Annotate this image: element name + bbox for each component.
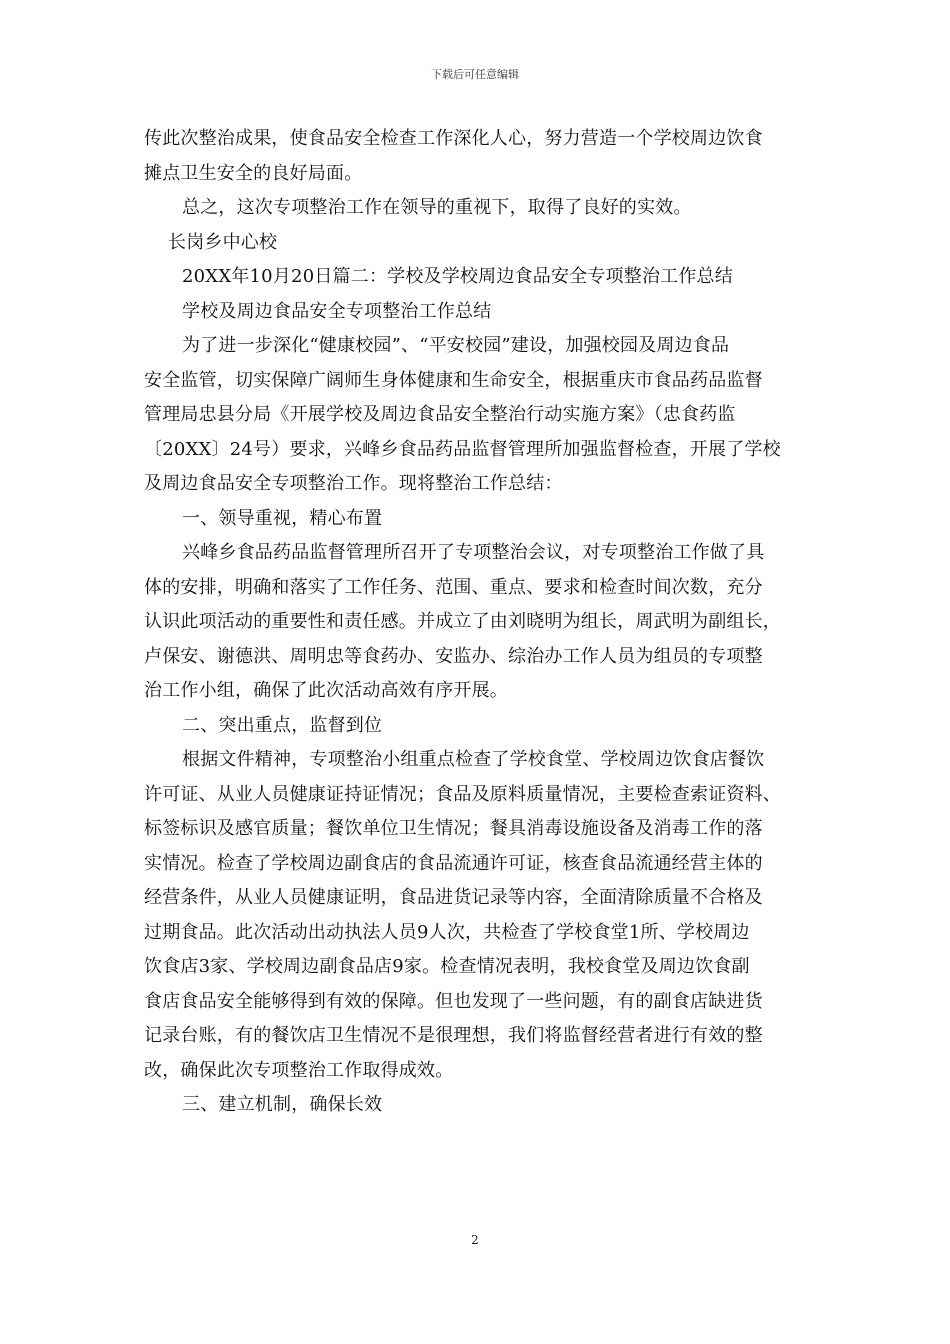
paragraph-line: 管理局忠县分局《开展学校及周边食品安全整治行动实施方案》（忠食药监 xyxy=(144,404,736,425)
paragraph-line: 〔20XX〕24号）要求，兴峰乡食品药品监督管理所加强监督检查，开展了学校 xyxy=(144,438,781,460)
paragraph-line: 许可证、从业人员健康证持证情况；食品及原料质量情况，主要检查索证资料、 xyxy=(144,783,781,805)
section-heading: 三、建立机制，确保长效 xyxy=(182,1094,383,1115)
paragraph-line: 摊点卫生安全的良好局面。 xyxy=(144,162,363,184)
section-title: 学校及周边食品安全专项整治工作总结 xyxy=(182,300,492,322)
paragraph-line: 为了进一步深化“健康校园”、“平安校园”建设，加强校园及周边食品 xyxy=(182,335,730,356)
paragraph-line: 经营条件，从业人员健康证明，食品进货记录等内容，全面清除质量不合格及 xyxy=(144,887,763,908)
paragraph-line: 体的安排，明确和落实了工作任务、范围、重点、要求和检查时间次数，充分 xyxy=(144,576,763,598)
paragraph-line: 及周边食品安全专项整治工作。现将整治工作总结： xyxy=(144,473,563,494)
paragraph-line: 食店食品安全能够得到有效的保障。但也发现了一些问题，有的副食店缺进货 xyxy=(144,990,763,1012)
document-body xyxy=(144,122,824,1123)
paragraph-line: 饮食店3家、学校周边副食品店9家。检查情况表明，我校食堂及周边饮食副 xyxy=(144,956,750,977)
paragraph-line: 根据文件精神，专项整治小组重点检查了学校食堂、学校周边饮食店餐饮 xyxy=(182,749,765,770)
paragraph-line: 卢保安、谢德洪、周明忠等食药办、安监办、综治办工作人员为组员的专项整 xyxy=(144,645,763,667)
paragraph-line: 总之，这次专项整治工作在领导的重视下，取得了良好的实效。 xyxy=(182,197,692,218)
page-number: 2 xyxy=(471,1233,479,1247)
paragraph-line: 标签标识及感官质量；餐饮单位卫生情况；餐具消毒设施设备及消毒工作的落 xyxy=(144,818,763,839)
paragraph-line: 兴峰乡食品药品监督管理所召开了专项整治会议，对专项整治工作做了具 xyxy=(182,542,765,563)
header-note: 下载后可任意编辑 xyxy=(431,68,519,81)
section-heading: 二、突出重点，监督到位 xyxy=(182,714,383,736)
paragraph-line: 安全监管，切实保障广阔师生身体健康和生命安全，根据重庆市食品药品监督 xyxy=(144,369,763,391)
section-heading: 一、领导重视，精心布置 xyxy=(182,507,383,529)
paragraph-line: 记录台账，有的餐饮店卫生情况不是很理想，我们将监督经营者进行有效的整 xyxy=(144,1025,763,1046)
paragraph-line: 改，确保此次专项整治工作取得成效。 xyxy=(144,1059,454,1081)
paragraph-line: 过期食品。此次活动出动执法人员9人次，共检查了学校食堂1所、学校周边 xyxy=(144,921,750,943)
paragraph-line: 认识此项活动的重要性和责任感。并成立了由刘晓明为组长，周武明为副组长， xyxy=(144,611,781,632)
paragraph-line: 治工作小组，确保了此次活动高效有序开展。 xyxy=(144,680,508,701)
signature-line: 长岗乡中心校 xyxy=(168,231,278,253)
paragraph-line: 实情况。检查了学校周边副食店的食品流通许可证，核查食品流通经营主体的 xyxy=(144,852,763,874)
date-title-line: 20XX年10月20日篇二：学校及学校周边食品安全专项整治工作总结 xyxy=(182,266,733,287)
paragraph-line: 传此次整治成果，使食品安全检查工作深化人心，努力营造一个学校周边饮食 xyxy=(144,128,763,149)
